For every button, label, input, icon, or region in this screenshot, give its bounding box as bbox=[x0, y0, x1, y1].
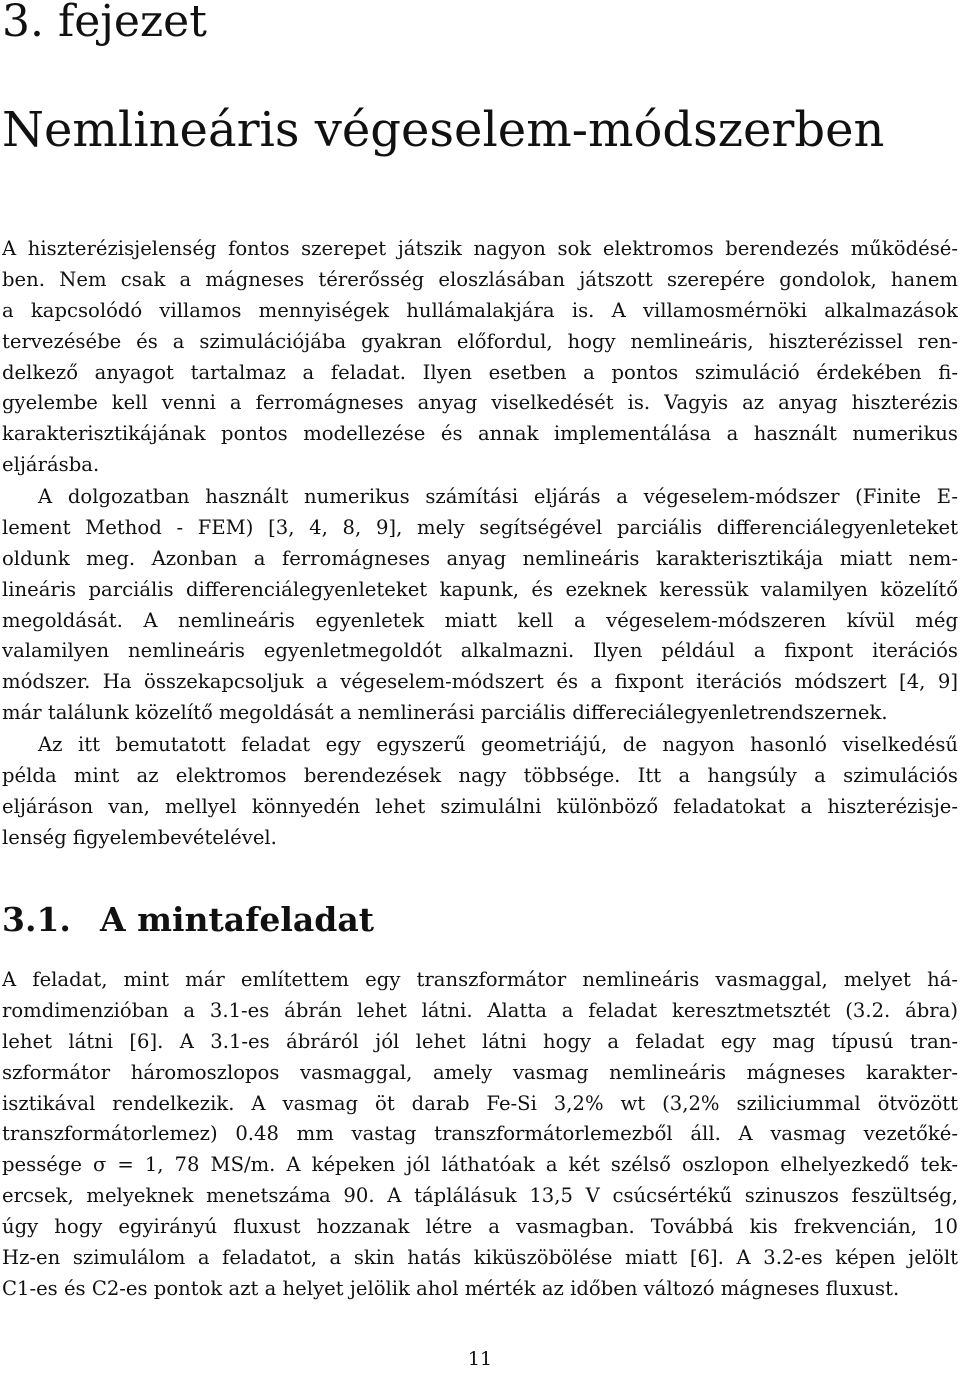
text-line: romdimenzióban a 3.1-es ábrán lehet látni. Alatta a feladat keresztmetsztét (3.2. ábra) bbox=[2, 998, 958, 1022]
text-line: gyelembe kell venni a ferromágneses anyag viselkedését is. Vagyis az anyag hiszterézis bbox=[2, 391, 958, 415]
text-line: A feladat, mint már említettem egy transzformátor nemlineáris vasmaggal, melyet há- bbox=[2, 968, 958, 991]
text-line: A hiszterézisjelenség fontos szerepet játszik nagyon sok elektromos berendezés működésé- bbox=[2, 237, 958, 260]
text-line: már találunk közelítő megoldását a nemlinerási parciális differeciálegyenletrendszernek. bbox=[2, 701, 888, 725]
text-line: Az itt bemutatott feladat egy egyszerű geometriájú, de nagyon hasonló viselkedésű bbox=[38, 733, 958, 756]
text-line: tervezésébe és a szimulációjába gyakran előfordul, hogy nemlineáris, hiszterézissel ren- bbox=[2, 329, 958, 353]
text-line: pessége σ = 1, 78 MS/m. A képeken jól láthatóak a két szélső oszlopon elhelyezkedő tek- bbox=[2, 1153, 958, 1177]
text-line: valamilyen nemlineáris egyenletmegoldót alkalmazni. Ilyen például a fixpont iterációs bbox=[2, 639, 958, 663]
text-line: Hz-en szimulálom a feladatot, a skin hatás kiküszöbölése miatt [6]. A 3.2-es képen jelölt bbox=[2, 1246, 958, 1270]
text-line: megoldását. A nemlineáris egyenletek miatt kell a végeselem-módszeren kívül még bbox=[2, 608, 958, 632]
text-line: szformátor háromoszlopos vasmaggal, amely vasmag nemlineáris mágneses karakter- bbox=[2, 1060, 958, 1084]
text-line: karakterisztikájának pontos modellezése és annak implementálása a használt numerikus bbox=[2, 422, 958, 446]
intro-paragraph-2 bbox=[2, 482, 958, 729]
text-line: eljárásba. bbox=[2, 453, 100, 477]
text-line: lenség figyelembevételével. bbox=[2, 825, 277, 849]
text-line: lehet látni [6]. A 3.1-es ábráról jól lehet látni hogy a feladat egy mag típusú tran- bbox=[2, 1029, 958, 1053]
text-line: módszer. Ha összekapcsoljuk a végeselem-módszert és a fixpont iterációs módszert [4, 9] bbox=[2, 670, 958, 694]
chapter-label: 3. fejezet bbox=[2, 0, 207, 47]
section-paragraph bbox=[2, 965, 958, 1305]
section-heading bbox=[2, 898, 374, 942]
text-line: lement Method - FEM) [3, 4, 8, 9], mely segítségével parciális differenciálegyenleteket bbox=[2, 515, 958, 539]
text-line: eljáráson van, mellyel könnyedén lehet szimulálni különböző feladatokat a hiszterézisje- bbox=[2, 794, 958, 818]
text-line: C1-es és C2-es pontok azt a helyet jelölik ahol mérték az időben változó mágneses fluxust. bbox=[2, 1276, 900, 1300]
section-number: 3.1. bbox=[2, 900, 71, 939]
text-line: úgy hogy egyirányú fluxust hozzanak létre a vasmagban. Továbbá kis frekvencián, 10 bbox=[2, 1215, 958, 1239]
text-line: A dolgozatban használt numerikus számítási eljárás a végeselem-módszer (Finite E- bbox=[38, 485, 958, 508]
chapter-title: Nemlineáris végeselem-módszerben bbox=[2, 102, 885, 158]
text-line: transzformátorlemez) 0.48 mm vastag transzformátorlemezből áll. A vasmag vezetőké- bbox=[2, 1122, 958, 1146]
intro-paragraph-1 bbox=[2, 234, 958, 481]
text-line: ben. Nem csak a mágneses térerősség eloszlásában játszott szerepére gondolok, hanem bbox=[2, 267, 958, 291]
text-line: lineáris parciális differenciálegyenleteket kapunk, és ezeknek keressük valamilyen közelítő bbox=[2, 577, 958, 601]
text-line: delkező anyagot tartalmaz a feladat. Ilyen esetben a pontos szimuláció érdekében fi- bbox=[2, 360, 958, 384]
page-number: 11 bbox=[467, 1348, 493, 1370]
text-line: a kapcsolódó villamos mennyiségek hullámalakjára is. A villamosmérnöki alkalmazások bbox=[2, 298, 958, 322]
text-line: oldunk meg. Azonban a ferromágneses anyag nemlineáris karakterisztikája miatt nem- bbox=[2, 546, 958, 570]
section-title: A mintafeladat bbox=[100, 900, 374, 939]
text-line: példa mint az elektromos berendezések nagy többsége. Itt a hangsúly a szimulációs bbox=[2, 763, 958, 787]
intro-paragraph-3 bbox=[2, 730, 958, 854]
text-line: isztikával rendelkezik. A vasmag öt darab Fe-Si 3,2% wt (3,2% sziliciummal ötvözött bbox=[2, 1091, 958, 1115]
text-line: ercsek, melyeknek menetszáma 90. A táplálásuk 13,5 V csúcsértékű szinuszos feszültség, bbox=[2, 1184, 958, 1208]
